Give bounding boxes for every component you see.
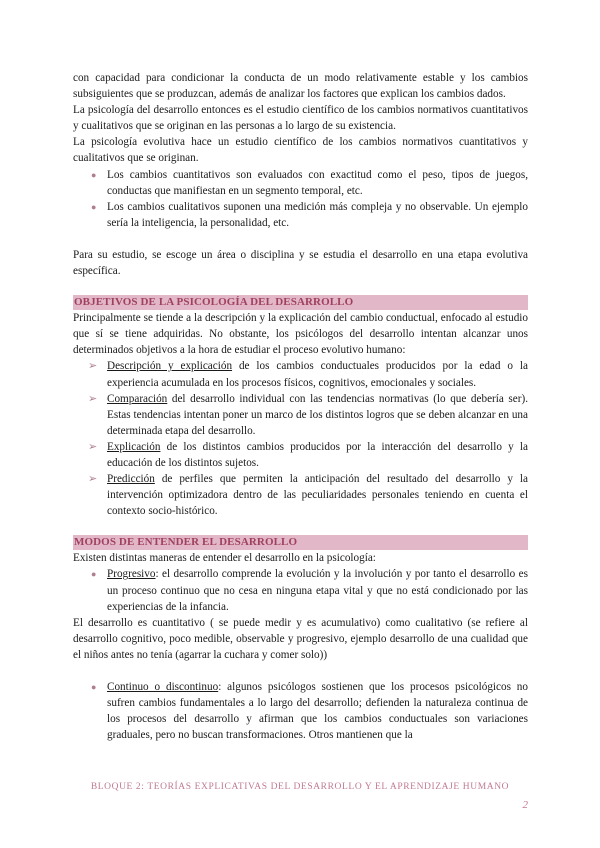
arrow-bullet-icon: ➢ bbox=[88, 392, 98, 405]
modos-paragraph-2: El desarrollo es cuantitativo ( se puede medir y es acumulativo) como cualitativo (se refiere al desarrollo cognitivo, poco medible, observable y progresivo, ejemplo desarrollo de una cualidad que el niños antes no tenía (agarrar la cuchara y comer solo)) bbox=[73, 616, 528, 661]
intro-paragraph-1: con capacidad para condicionar la conducta de un modo relativamente estable y los cambios subsiguientes que se produzcan, además de analizar los factores que explican los cambios dados. bbox=[73, 72, 528, 101]
bullet-icon: ● bbox=[91, 569, 97, 580]
page-footer: BLOQUE 2: TEORÍAS EXPLICATIVAS DEL DESARROLLO Y EL APRENDIZAJE HUMANO bbox=[90, 782, 510, 792]
modos-paragraph-1: Existen distintas maneras de entender el desarrollo en la psicología: bbox=[73, 552, 376, 565]
page-number: 2 bbox=[522, 799, 528, 811]
list-item: ➢ Explicación de los distintos cambios producidos por la interacción del desarrollo y la educación de los distintos sujetos. bbox=[88, 440, 528, 469]
section-heading-objetivos: OBJETIVOS DE LA PSICOLOGÍA DEL DESARROLLO bbox=[73, 295, 528, 310]
list-item: ➢ Comparación del desarrollo individual con las tendencias normativas (lo que debería ser). Estas tendencias intentan poner un marco de los distintos logros que se deben alcanzar en una determinada etapa del desarrollo. bbox=[88, 392, 528, 437]
bullet-icon: ● bbox=[91, 201, 97, 212]
modos-list-2 bbox=[73, 679, 528, 743]
list-item: ● Progresivo: el desarrollo comprende la evolución y la involución y por tanto el desarrollo es un proceso continuo que no cesa en ninguna etapa vital y que no está condicionado por las experiencias de la infancia. bbox=[91, 568, 528, 613]
modos-list-1 bbox=[73, 566, 528, 614]
bullet-icon: ● bbox=[91, 169, 97, 180]
intro-paragraph-2: La psicología del desarrollo entonces es el estudio científico de los cambios normativos cuantitativos y cualitativos que se originan en las personas a lo largo de su existencia. bbox=[73, 104, 528, 133]
arrow-bullet-icon: ➢ bbox=[88, 440, 98, 453]
list-item: ● Los cambios cualitativos suponen una medición más compleja y no observable. Un ejemplo sería la inteligencia, la personalidad, etc. bbox=[91, 200, 528, 229]
arrow-bullet-icon: ➢ bbox=[88, 473, 98, 486]
list-item: ➢ Descripción y explicación de los cambios conductuales producidos por la edad o la experiencia acumulada en los procesos físicos, cognitivos, emocionales y sociales. bbox=[88, 360, 528, 389]
intro-paragraph-4: Para su estudio, se escoge un área o disciplina y se estudia el desarrollo en una etapa evolutiva específica. bbox=[73, 248, 528, 278]
arrow-bullet-icon: ➢ bbox=[88, 360, 98, 373]
document-body bbox=[73, 70, 528, 743]
list-item: ● Los cambios cuantitativos son evaluados con exactitud como el peso, tipos de juegos, conductas que manifiestan en un segmento temporal, etc. bbox=[91, 168, 528, 197]
bullet-icon: ● bbox=[91, 682, 97, 692]
change-types-list bbox=[73, 167, 528, 231]
section-heading-modos: MODOS DE ENTENDER EL DESARROLLO bbox=[73, 535, 528, 550]
intro-paragraph-3: La psicología evolutiva hace un estudio científico de los cambios normativos cuantitativos y cualitativos que se originan. bbox=[73, 136, 528, 165]
objetivos-list bbox=[73, 358, 528, 519]
list-item: ● Continuo o discontinuo: algunos psicólogos sostienen que los procesos psicológicos no sufren cambios fundamentales a lo largo del desarrollo; defienden la naturaleza continua de los procesos del desarrollo y afirman que los cambios conductuales son variaciones graduales, pero no buscan transformaciones. Otros mantienen que la bbox=[91, 681, 528, 742]
objetivos-paragraph: Principalmente se tiende a la descripción y la explicación del cambio conductual, enfocado al estudio que sí se tiene adquiridas. No obstante, los psicólogos del desarrollo intentan alcanzar unos determinados objetivos a la hora de estudiar el proceso evolutivo humano: bbox=[73, 312, 528, 357]
list-item: ➢ Predicción de perfiles que permiten la anticipación del resultado del desarrollo y la intervención optimizadora dentro de las peculiaridades personales teniendo en cuenta el contexto socio-histórico. bbox=[88, 473, 528, 518]
